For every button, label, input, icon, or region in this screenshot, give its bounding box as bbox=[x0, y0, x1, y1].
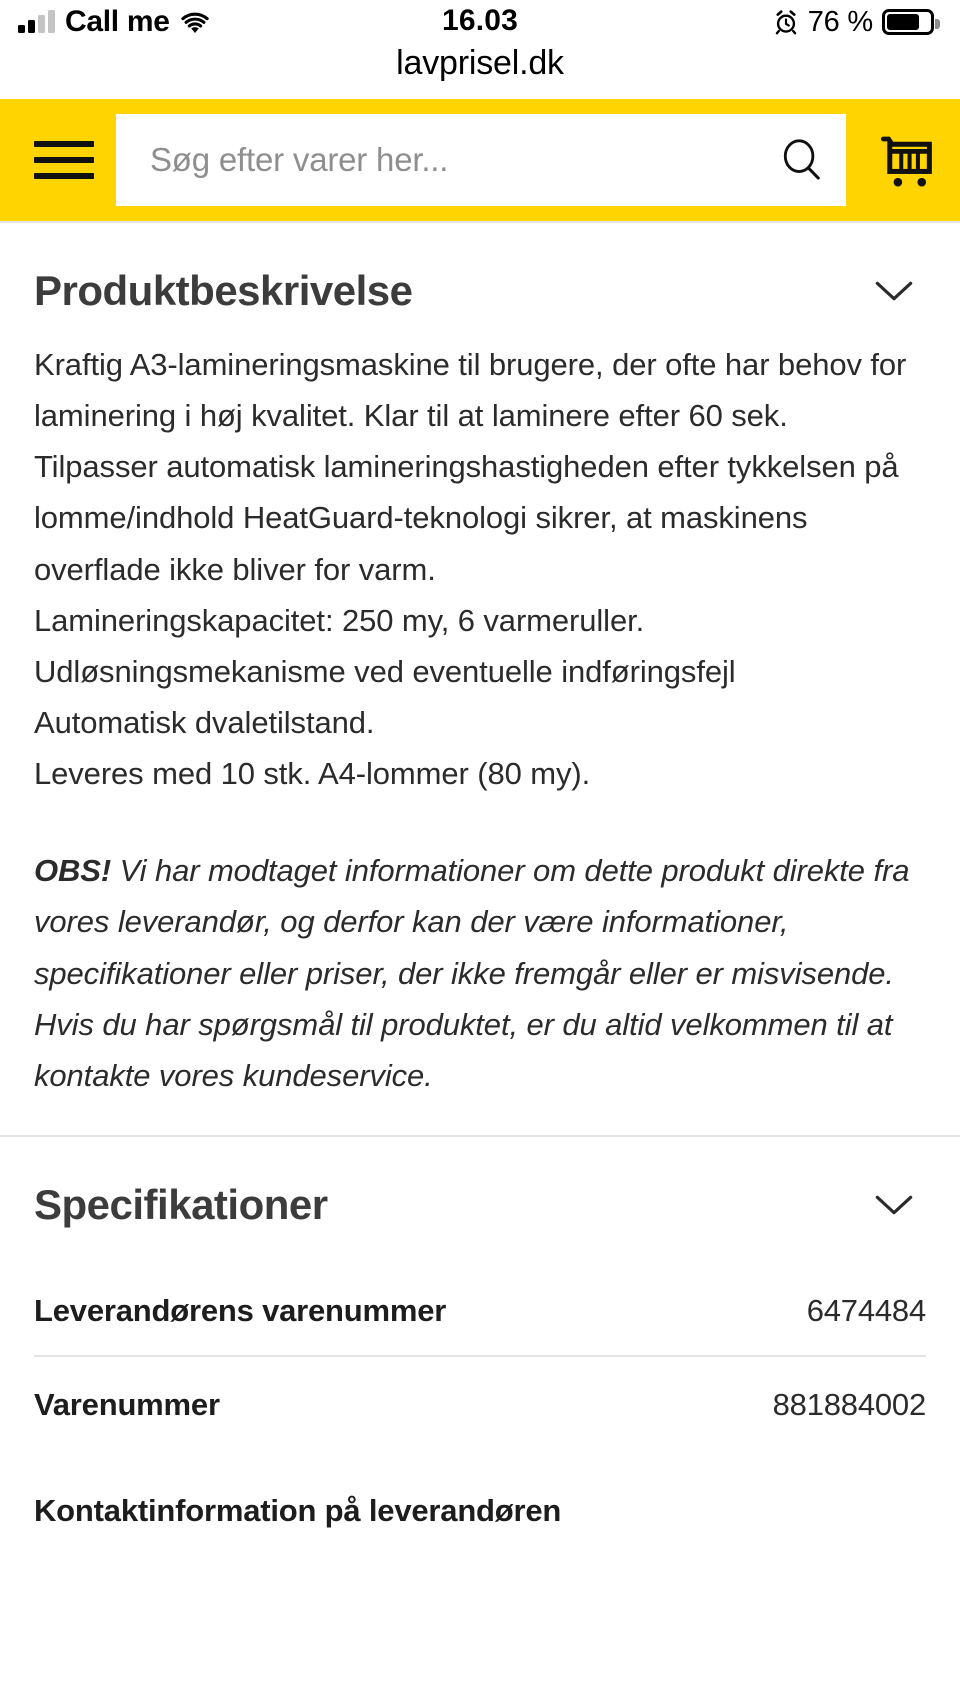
page-title: Produktbeskrivelse bbox=[34, 267, 413, 314]
site-header bbox=[0, 99, 960, 221]
battery-icon bbox=[882, 9, 934, 35]
spec-value: 881884002 bbox=[772, 1386, 926, 1422]
description-line: Lamineringskapacitet: 250 my, 6 varmeruller. bbox=[34, 602, 645, 638]
ios-status-bar bbox=[0, 0, 960, 44]
alarm-clock-icon bbox=[773, 9, 799, 35]
status-bar-left bbox=[18, 5, 210, 39]
carrier-label: Call me bbox=[65, 5, 170, 38]
spec-label: Varenummer bbox=[34, 1386, 220, 1422]
supplier-contact-heading: Kontaktinformation på leverandøren bbox=[34, 1492, 562, 1528]
supplier-disclaimer bbox=[34, 845, 926, 1101]
spec-label: Leverandørens varenummer bbox=[34, 1292, 447, 1328]
search-icon[interactable] bbox=[778, 137, 824, 183]
chevron-down-icon[interactable] bbox=[874, 1193, 914, 1217]
specifications-header[interactable] bbox=[34, 1137, 926, 1253]
disclaimer-prefix: OBS! bbox=[34, 853, 112, 889]
cellular-signal-icon bbox=[18, 11, 55, 33]
specifications-title: Specifikationer bbox=[34, 1180, 328, 1228]
browser-site-title: lavprisel.dk bbox=[396, 44, 564, 82]
disclaimer-text: Vi har modtaget informationer om dette produkt direkte fra vores leverandør, og derfor kan der være informationer, specifikationer eller priser, der ikke fremgår eller er misvisende. Hvis du har spørgsmål til produktet, er du altid velkommen til at kontakte vores kundeservice. bbox=[34, 853, 910, 1093]
status-bar-clock: 16.03 bbox=[441, 4, 519, 37]
search-placeholder: Søg efter varer her... bbox=[150, 141, 449, 178]
description-line: Kraftig A3-lamineringsmaskine til brugere, der ofte har behov for laminering i høj kvalitet. Klar til at laminere efter 60 sek. bbox=[34, 347, 907, 434]
wifi-icon bbox=[180, 10, 210, 34]
table-row bbox=[34, 1357, 926, 1449]
hamburger-menu-icon[interactable] bbox=[34, 136, 94, 184]
section-spacer bbox=[34, 1101, 926, 1135]
search-input[interactable] bbox=[116, 114, 846, 206]
description-line: Leveres med 10 stk. A4-lommer (80 my). bbox=[34, 756, 591, 792]
specifications-table bbox=[34, 1253, 926, 1529]
chevron-down-icon[interactable] bbox=[874, 279, 914, 303]
description-line: Automatisk dvaletilstand. bbox=[34, 704, 375, 740]
battery-percentage-label: 76 % bbox=[807, 5, 873, 38]
product-description-body bbox=[34, 339, 926, 799]
table-row bbox=[34, 1263, 926, 1355]
spec-value: 6474484 bbox=[806, 1292, 926, 1328]
product-description-header[interactable] bbox=[34, 223, 926, 339]
description-line: Udløsningsmekanisme ved eventuelle indføringsfejl bbox=[34, 653, 736, 689]
paragraph-spacer bbox=[34, 799, 926, 845]
status-bar-right bbox=[773, 6, 934, 39]
page-content bbox=[0, 221, 960, 1529]
description-line: Tilpasser automatisk lamineringshastigheden efter tykkelsen på lomme/indhold HeatGuard-teknologi sikrer, at maskinens overflade ikke bliver for varm. bbox=[34, 449, 899, 587]
shopping-cart-icon[interactable] bbox=[874, 129, 938, 191]
